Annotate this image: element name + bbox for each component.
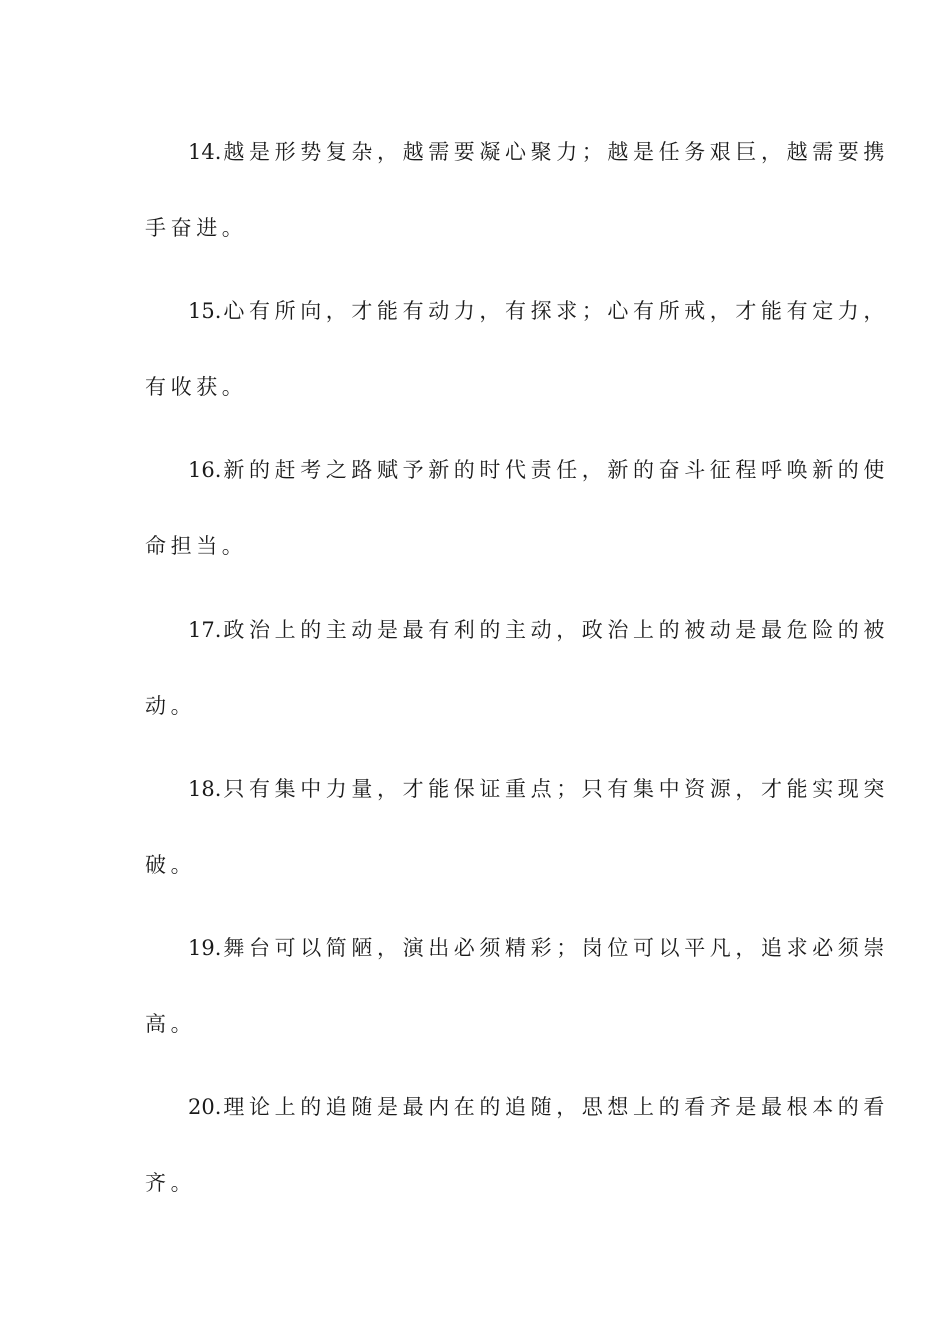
item-19-line-2: 高。 <box>145 1012 197 1036</box>
item-15-line-1 <box>0 296 950 326</box>
item-18-line-1 <box>0 774 950 804</box>
item-text: 理论上的追随是最内在的追随，思想上的看齐是最根本的看 <box>223 1095 890 1119</box>
item-20-line-2: 齐。 <box>145 1171 197 1195</box>
item-20-line-1 <box>0 1092 950 1122</box>
item-17-line-1 <box>0 615 950 645</box>
item-16-line-1 <box>0 455 950 485</box>
item-text: 越是形势复杂，越需要凝心聚力；越是任务艰巨，越需要携 <box>223 140 890 164</box>
item-text: 政治上的主动是最有利的主动，政治上的被动是最危险的被 <box>223 618 890 642</box>
item-19-line-1 <box>0 933 950 963</box>
item-text: 只有集中力量，才能保证重点；只有集中资源，才能实现突 <box>223 777 890 801</box>
item-text: 舞台可以简陋，演出必须精彩；岗位可以平凡，追求必须崇 <box>223 936 890 960</box>
item-17-line-2: 动。 <box>145 694 197 718</box>
item-number: 17. <box>188 618 222 642</box>
item-14-line-1 <box>0 137 950 167</box>
item-16-line-2: 命担当。 <box>145 534 248 558</box>
item-number: 20. <box>188 1095 222 1119</box>
item-number: 16. <box>188 458 222 482</box>
item-14-line-2: 手奋进。 <box>145 216 248 240</box>
item-number: 14. <box>188 140 222 164</box>
item-number: 15. <box>188 299 222 323</box>
item-18-line-2: 破。 <box>145 853 197 877</box>
item-15-line-2: 有收获。 <box>145 375 248 399</box>
item-number: 19. <box>188 936 222 960</box>
item-number: 18. <box>188 777 222 801</box>
item-text: 心有所向，才能有动力，有探求；心有所戒，才能有定力， <box>223 299 890 323</box>
item-text: 新的赶考之路赋予新的时代责任，新的奋斗征程呼唤新的使 <box>223 458 890 482</box>
